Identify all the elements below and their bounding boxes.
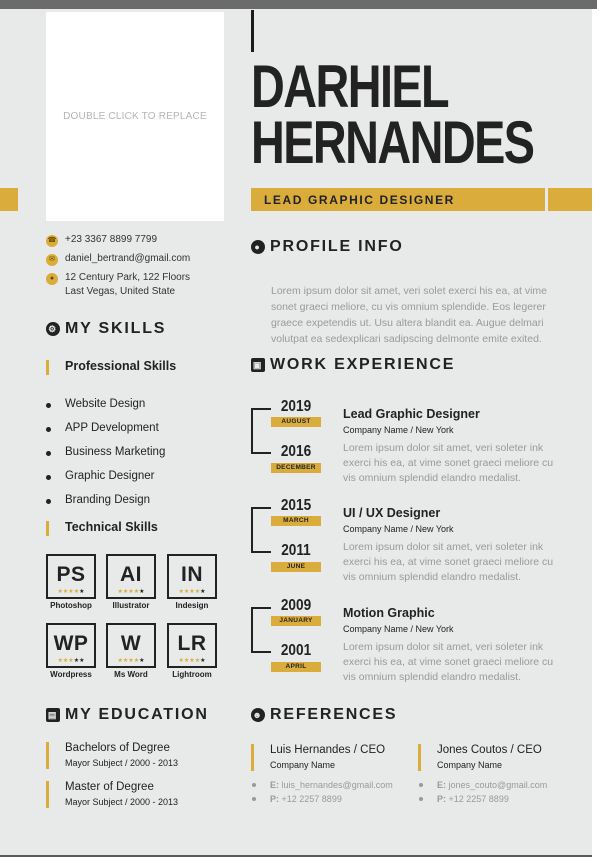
skill-name: Indesign xyxy=(175,601,209,610)
list-item: APP Development xyxy=(46,422,165,446)
resume-page: DOUBLE CLICK TO REPLACE DARHIEL HERNANDES LEAD GRAPHIC DESIGNER ☎ +23 3367 8899 7799 ✉ daniel_bertrand@gmail.com ● 12 Century Park, 122 Floors Last Vegas, United State ⚙ MY SKILLS Professional Skills Website Design APP Development Business Marketing Graphic Designer Branding Design Technical Skills PS ★★★★★ Photoshop AI ★★★★★ Illustrator IN ★★★★★ Indesign WP ★★★★★ Wordpress W ★★★★★ Ms Word LR ★★★★★ Lightroom ▤ MY EDUCATION Bachelors of Degree Mayor Subject / 2000 - 2013 Master of Degree Mayor Subject / 2000 - 2013 ● PROFILE INFO Lorem ipsum dolor sit amet, veri solet exerci his ea, at vime sonet graeci meliore, cu vis omnium splendide. Eos legerer graece expetendis ut. Usu altera blandit ea. Augue delmari volutpat ea sedexplicari sadipscing delmonte emite exited. ▣ WORK EXPERIENCE 2019 AUGUST 2016 DECEMBER Lead Graphic Designer Company Name / New York Lorem ipsum dolor sit amet, veri soleter ink exerci his ea, at vime sonet graeci meliore cu vis omnium splendid elandro medalist. 2015 MARCH 2011 JUNE UI / UX Designer Company Name / New York Lorem ipsum dolor sit amet, veri soleter ink exerci his ea, at vime sonet graeci meliore cu vis omnium splendid elandro medalist. 2009 JANUARY 2001 APRIL Motion Graphic Company Name / New York Lorem ipsum dolor sit amet, veri soleter ink exerci his ea, at vime sonet graeci meliore cu vis omnium splendid elandro medalist. ☻ REFERENCES Luis Hernandes / CEO Company Name E: luis_hernandes@gmail.com P: +12 2257 8899 Jones Coutos / CEO Company Name E: jones_couto@gmail.com P: +12 2257 8899 xyxy=(0,9,592,855)
job-entry xyxy=(343,506,558,585)
address-line1: 12 Century Park, 122 Floors xyxy=(65,272,191,283)
job-entry xyxy=(343,606,558,685)
reference-email[interactable]: E: jones_couto@gmail.com xyxy=(437,780,548,790)
skill-badge xyxy=(167,623,217,668)
start-year: 2016 xyxy=(280,443,312,460)
skill-abbr: W xyxy=(120,632,142,655)
professional-skills-list xyxy=(46,398,165,518)
skill-badge xyxy=(106,554,156,599)
pin-icon: ● xyxy=(46,273,58,285)
skill-name: Lightroom xyxy=(172,670,212,679)
profile-heading: ● PROFILE INFO xyxy=(251,238,404,256)
professional-skills-heading: Professional Skills xyxy=(46,359,176,373)
technical-skill-tile xyxy=(106,623,156,679)
job-title: LEAD GRAPHIC DESIGNER xyxy=(264,193,455,207)
degree-subject: Mayor Subject / 2000 - 2013 xyxy=(65,758,179,768)
education-heading: ▤ MY EDUCATION xyxy=(47,706,209,723)
book-icon: ▤ xyxy=(47,710,59,720)
skill-abbr: WP xyxy=(53,632,89,655)
education-item xyxy=(46,781,178,807)
job-description: Lorem ipsum dolor sit amet, veri soleter ink exerci his ea, at vime sonet graeci meliore cu vis omnium splendid elandro medalist. xyxy=(343,641,554,683)
end-year: 2009 xyxy=(280,597,312,614)
timeline-bracket xyxy=(251,507,271,553)
skill-abbr: PS xyxy=(56,563,86,586)
technical-skill-tile xyxy=(106,554,156,610)
user-circle-icon: ● xyxy=(251,240,265,254)
accent-bar-left xyxy=(0,188,18,211)
skill-badge xyxy=(167,554,217,599)
job-title: Motion Graphic xyxy=(343,606,435,620)
technical-skill-tile xyxy=(167,623,217,679)
skill-rating-stars: ★★★★★ xyxy=(57,589,85,595)
skill-badge xyxy=(106,623,156,668)
technical-skills-heading: Technical Skills xyxy=(46,520,158,534)
reference-phone: P: +12 2257 8899 xyxy=(437,794,547,804)
skill-abbr: AI xyxy=(120,563,142,586)
skill-rating-stars: ★★★★★ xyxy=(117,658,145,664)
end-year: 2019 xyxy=(280,398,312,415)
skill-rating-stars: ★★★★★ xyxy=(178,658,206,664)
job-company: Company Name / New York xyxy=(343,624,454,634)
job-title-bar xyxy=(251,188,545,211)
education-item xyxy=(46,742,178,768)
reference-email[interactable]: E: luis_hernandes@gmail.com xyxy=(270,780,393,790)
end-month: JANUARY xyxy=(271,616,321,626)
accent-bar-right xyxy=(548,188,592,211)
references-heading: ☻ REFERENCES xyxy=(252,706,398,723)
end-month: MARCH xyxy=(271,516,321,526)
technical-skill-tile xyxy=(167,554,217,610)
address-line2: Last Vegas, United State xyxy=(65,286,176,297)
skill-abbr: IN xyxy=(181,563,203,586)
skill-name: Ms Word xyxy=(114,670,148,679)
reference-item xyxy=(251,744,393,804)
skill-rating-stars: ★★★★★ xyxy=(178,589,206,595)
list-item: Business Marketing xyxy=(46,446,165,470)
timeline-bracket xyxy=(251,607,271,653)
full-name xyxy=(251,53,534,176)
job-entry xyxy=(343,407,558,486)
group-icon: ☻ xyxy=(252,710,264,720)
technical-skill-tile xyxy=(46,554,96,610)
envelope-icon: ✉ xyxy=(46,254,58,266)
list-item: Graphic Designer xyxy=(46,470,165,494)
photo-placeholder[interactable] xyxy=(46,12,224,221)
end-year: 2015 xyxy=(280,497,312,514)
reference-company: Company Name xyxy=(437,760,503,770)
profile-text: Lorem ipsum dolor sit amet, veri solet exerci his ea, at vime sonet graeci meliore, cu vis omnium splendide. Eos legerer graece expetendis ut. Usu altera blandit ea. Augue delmari volutpat ea sedexplicari sadipscing delmonte emite exited. xyxy=(271,285,548,345)
job-title: UI / UX Designer xyxy=(343,506,441,520)
skill-abbr: LR xyxy=(177,632,207,655)
degree-subject: Mayor Subject / 2000 - 2013 xyxy=(65,797,179,807)
job-company: Company Name / New York xyxy=(343,524,454,534)
reference-phone: P: +12 2257 8899 xyxy=(270,794,393,804)
first-name: DARHIEL xyxy=(251,53,449,120)
job-company: Company Name / New York xyxy=(343,425,454,435)
work-experience-heading: ▣ WORK EXPERIENCE xyxy=(252,356,456,373)
skill-badge xyxy=(46,554,96,599)
skill-name: Photoshop xyxy=(50,601,92,610)
skill-name: Wordpress xyxy=(50,670,92,679)
job-title: Lead Graphic Designer xyxy=(343,407,480,421)
timeline-bracket xyxy=(251,408,271,454)
degree: Master of Degree xyxy=(65,781,154,793)
list-item: Website Design xyxy=(46,398,165,422)
start-month: JUNE xyxy=(271,562,321,572)
start-month: APRIL xyxy=(271,662,321,672)
reference-company: Company Name xyxy=(270,760,336,770)
top-border xyxy=(0,0,597,9)
skill-rating-stars: ★★★★★ xyxy=(57,658,85,664)
technical-skill-tile xyxy=(46,623,96,679)
photo-placeholder-label: DOUBLE CLICK TO REPLACE xyxy=(63,111,207,122)
start-year: 2011 xyxy=(281,542,311,559)
reference-item xyxy=(418,744,547,804)
phone-icon: ☎ xyxy=(46,235,58,247)
list-item: Branding Design xyxy=(46,494,165,518)
skill-rating-stars: ★★★★★ xyxy=(117,589,145,595)
reference-name: Luis Hernandes / CEO xyxy=(270,744,386,756)
reference-name: Jones Coutos / CEO xyxy=(437,744,542,756)
end-month: AUGUST xyxy=(271,417,321,427)
skill-name: Illustrator xyxy=(112,601,150,610)
start-month: DECEMBER xyxy=(271,463,321,473)
right-border xyxy=(592,9,597,857)
skills-heading: ⚙ MY SKILLS xyxy=(46,320,166,338)
job-description: Lorem ipsum dolor sit amet, veri soleter ink exerci his ea, at vime sonet graeci meliore cu vis omnium splendid elandro medalist. xyxy=(343,442,554,484)
briefcase-icon: ▣ xyxy=(252,360,264,370)
name-accent-line xyxy=(251,10,254,52)
start-year: 2001 xyxy=(280,642,312,659)
degree: Bachelors of Degree xyxy=(65,742,170,754)
gear-icon: ⚙ xyxy=(46,322,60,336)
last-name: HERNANDES xyxy=(251,109,534,176)
job-description: Lorem ipsum dolor sit amet, veri soleter ink exerci his ea, at vime sonet graeci meliore cu vis omnium splendid elandro medalist. xyxy=(343,541,554,583)
skill-badge xyxy=(46,623,96,668)
